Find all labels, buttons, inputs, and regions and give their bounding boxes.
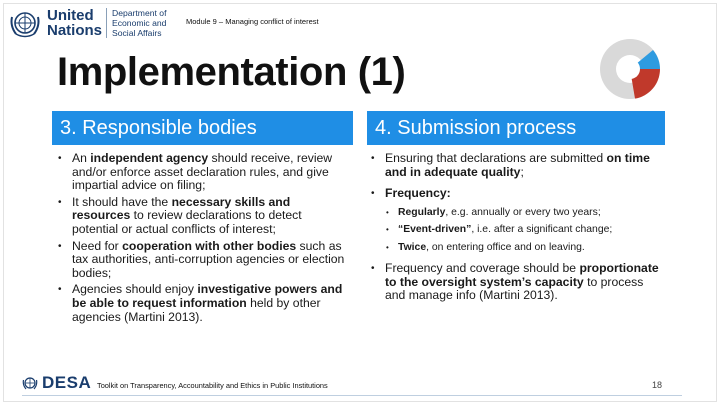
emphasis-text: on time and in adequate quality: [385, 151, 650, 179]
slide-title: Implementation (1): [57, 50, 406, 94]
emphasis-text: necessary skills and resources: [72, 194, 291, 223]
bullet-icon: •: [371, 263, 375, 275]
bullet-text: [72, 282, 342, 323]
bullet-icon: •: [371, 188, 375, 200]
submission-process-content: [369, 152, 664, 311]
text-run: It should have the: [72, 194, 172, 209]
sub-bullet-icon: •: [386, 242, 389, 252]
bullet-icon: •: [58, 284, 62, 296]
emphasis-text: Regularly: [398, 206, 446, 218]
dept-line-3: Social Affairs: [112, 28, 162, 38]
department-name: [112, 8, 166, 38]
org-line-1: United: [47, 7, 94, 24]
text-run: should receive, review and/or enforce asset declaration rules, and give impartial advice on filing;: [72, 151, 333, 193]
bullet-text: [72, 151, 332, 192]
sub-bullet-text: [398, 242, 585, 253]
bullet-text: [385, 151, 650, 179]
bullet-text: [72, 195, 302, 236]
text-run: such as tax authorities, anti-corruption agencies or election bodies;: [72, 238, 345, 280]
dept-line-2: Economic and: [112, 18, 167, 28]
un-emblem-icon: [8, 6, 42, 40]
bullet-text: [385, 261, 659, 302]
list-item: [56, 240, 351, 281]
emphasis-text: cooperation with other bodies: [122, 238, 297, 253]
frequency-label: Frequency:: [385, 186, 451, 201]
bullet-icon: •: [371, 153, 375, 164]
sub-list-item: [385, 207, 664, 220]
un-logo: [8, 6, 102, 40]
bullet-icon: •: [58, 153, 62, 164]
text-run: ;: [520, 164, 524, 179]
text-run: Agencies should enjoy: [72, 282, 198, 297]
toolkit-footer: Toolkit on Transparency, Accountability and Ethics in Public Institutions: [97, 381, 328, 390]
bullet-icon: •: [58, 240, 62, 252]
list-item: [369, 262, 664, 303]
desa-logo: [22, 373, 91, 393]
sub-list-item: [385, 242, 664, 255]
responsible-bodies-content: [56, 152, 351, 327]
list-item: [56, 152, 351, 193]
list-item: [56, 283, 351, 324]
sub-bullet-icon: •: [386, 207, 389, 217]
text-run: , on entering office and on leaving.: [426, 241, 585, 253]
text-run: , e.g. annually or every two years;: [445, 206, 601, 218]
emphasis-text: “Event-driven”: [398, 224, 472, 236]
text-run: , i.e. after a significant change;: [471, 224, 613, 236]
text-run: Need for: [72, 238, 123, 253]
text-run: Ensuring that declarations are submitted: [385, 151, 607, 165]
list-item: [56, 196, 351, 237]
emphasis-text: Twice: [398, 241, 427, 253]
responsible-bodies-list: [56, 152, 351, 324]
frequency-sublist: [385, 207, 664, 255]
header-divider: [106, 8, 107, 38]
footer-rule: [22, 395, 682, 396]
text-run: Frequency and coverage should be: [385, 261, 580, 276]
emphasis-text: proportionate to the oversight system’s capacity: [385, 261, 659, 289]
sub-bullet-text: [398, 224, 612, 235]
text-run: held by other agencies (Martini 2013).: [72, 295, 321, 324]
text-run: to review declarations to detect potential or actual conflicts of interest;: [72, 208, 302, 236]
module-label: Module 9 – Managing conflict of interest: [186, 17, 319, 26]
org-line-2: Nations: [47, 22, 103, 39]
un-emblem-small-icon: [22, 375, 38, 391]
un-wordmark: [47, 8, 102, 38]
sub-bullet-icon: •: [386, 225, 389, 235]
page-number: 18: [652, 380, 663, 390]
sub-list-item: [385, 224, 664, 237]
dept-line-1: Department of: [112, 8, 167, 18]
bullet-text: [72, 239, 344, 280]
list-item: [369, 187, 664, 254]
desa-wordmark: DESA: [42, 373, 92, 392]
bullet-icon: •: [58, 196, 62, 208]
emphasis-text: independent agency: [90, 151, 209, 165]
list-item: [369, 152, 664, 179]
responsible-bodies-heading: 3. Responsible bodies: [52, 111, 353, 145]
text-run: to process and manage info (Martini 2013).: [385, 274, 644, 303]
puzzle-badge-icon: [597, 36, 663, 102]
sub-bullet-text: [398, 207, 601, 218]
submission-process-heading: 4. Submission process: [367, 111, 665, 145]
submission-process-list: [369, 152, 664, 303]
text-run: An: [72, 151, 91, 165]
emphasis-text: investigative powers and be able to request information: [72, 282, 343, 310]
